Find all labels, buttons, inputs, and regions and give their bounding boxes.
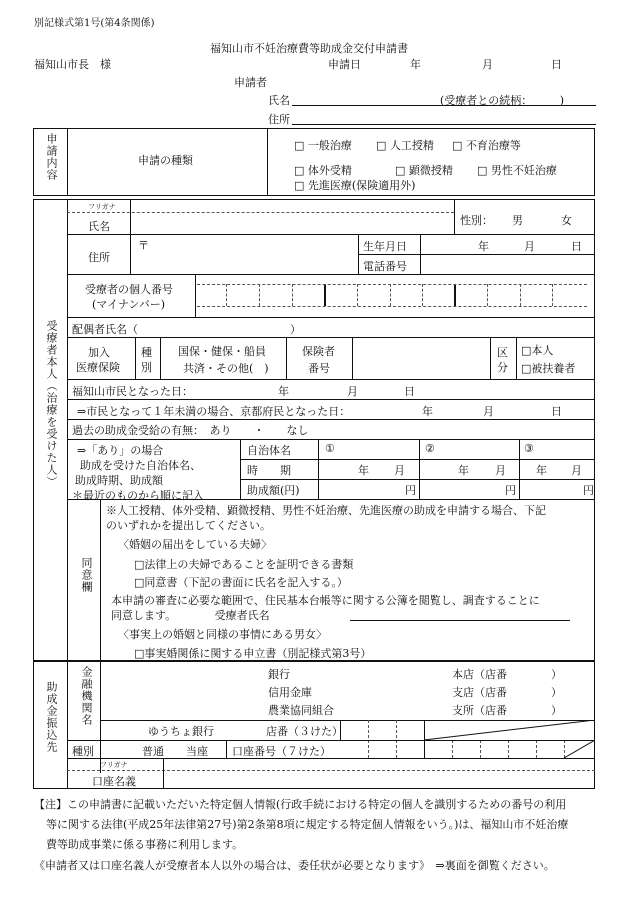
applicant-label: 申請者 xyxy=(234,76,267,89)
holder-furigana-label: フリガナ xyxy=(100,761,128,769)
if-yes-label: ⇒「あり」の場合 xyxy=(77,444,164,457)
footer-note-1: 【注】この申請書に記載いただいた特定個人情報(行政手続における特定の個人を識別するための番号の利用 xyxy=(34,798,567,811)
bank-institution-label: 金融機関名 xyxy=(80,666,93,726)
date-month: 月 xyxy=(482,58,493,71)
history-1: ① xyxy=(325,442,335,455)
birth-month: 月 xyxy=(524,240,535,253)
resident-date-label: 福知山市民となった日： xyxy=(72,385,193,398)
relation-field: (受療者との続柄： ) xyxy=(440,94,565,107)
patient-name-label: 氏名 xyxy=(88,220,110,233)
option-artificial[interactable]: □ 人工授精 xyxy=(376,139,434,152)
addressee: 福知山市長 様 xyxy=(34,58,111,71)
history-3-year: 年 xyxy=(536,464,547,477)
consent-signature-line[interactable] xyxy=(350,620,570,621)
bank-type-ja[interactable]: 農業協同組合 xyxy=(268,704,334,717)
bank-type-shinkin[interactable]: 信用金庫 xyxy=(268,686,312,699)
option-male[interactable]: □ 男性不妊治療 xyxy=(477,164,557,177)
patient-furigana-label: フリガナ xyxy=(88,203,116,211)
applicant-address-line[interactable] xyxy=(292,124,596,125)
consent-line-3: 〈婚姻の届出をしている夫婦〉 xyxy=(118,538,272,551)
if-yes-line3: 助成時期、助成額 xyxy=(75,474,163,487)
prefecture-year: 年 xyxy=(422,405,433,418)
account-holder-label: 口座名義 xyxy=(92,775,136,788)
municipality-label: 自治体名 xyxy=(247,444,291,457)
insurer-sub: 番号 xyxy=(308,362,330,375)
store-number-label: 店番（３けた） xyxy=(266,725,343,738)
applicant-name-label: 氏名 xyxy=(268,94,290,107)
postal-mark: 〒 xyxy=(138,239,149,252)
account-type-label: 種別 xyxy=(72,745,94,758)
prefecture-date-label: ⇒市民となって１年未満の場合、京都府民となった日： xyxy=(77,405,351,418)
prefecture-day: 日 xyxy=(551,405,562,418)
insurance-types-2[interactable]: 共済・その他( ) xyxy=(183,362,269,375)
date-day: 日 xyxy=(551,58,562,71)
history-2-year: 年 xyxy=(458,464,469,477)
account-type-options[interactable]: 普通 当座 xyxy=(142,745,208,758)
consent-option-legal[interactable]: □法律上の夫婦であることを証明できる書類 xyxy=(134,558,354,571)
bank-section-label: 助成金振込先 xyxy=(45,681,58,753)
if-yes-line2: 助成を受けた自治体名、 xyxy=(80,459,201,472)
option-infertility[interactable]: □ 不育治療等 xyxy=(452,139,521,152)
consent-line-1: ※人工授精、体外受精、顕微授精、男性不妊治療、先進医療の助成を申請する場合、下記 xyxy=(106,504,546,517)
phone-label: 電話番号 xyxy=(363,260,407,273)
history-2-yen: 円 xyxy=(505,484,516,497)
resident-year: 年 xyxy=(278,385,289,398)
consent-line-8: 〈事実上の婚姻と同様の事情にある男女〉 xyxy=(118,628,327,641)
history-1-year: 年 xyxy=(358,464,369,477)
gender-female[interactable]: 女 xyxy=(561,214,572,227)
my-number-sub: (マイナンバー) xyxy=(92,298,166,311)
birthdate-label: 生年月日 xyxy=(363,240,407,253)
birth-year: 年 xyxy=(478,240,489,253)
kind-label: 種 xyxy=(141,346,152,359)
insurance-types-1[interactable]: 国保・健保・船員 xyxy=(178,345,266,358)
form-title: 福知山市不妊治療費等助成金交付申請書 xyxy=(210,42,408,55)
history-2-month: 月 xyxy=(495,464,506,477)
division-sub: 分 xyxy=(497,361,508,374)
applicant-address-label: 住所 xyxy=(268,113,290,126)
consent-label: 同意欄 xyxy=(80,557,93,593)
if-yes-line4: ＊最近のものから順に記入 xyxy=(72,489,204,502)
bank-head-office[interactable]: 本店（店番 ） xyxy=(452,668,562,681)
division-label: 区 xyxy=(497,346,508,359)
option-microscopic[interactable]: □ 顕微授精 xyxy=(395,164,453,177)
spouse-close: ） xyxy=(290,323,301,336)
history-3-yen: 円 xyxy=(583,484,594,497)
bank-branch[interactable]: 支店（店番 ） xyxy=(452,686,562,699)
application-section-label: 申請内容 xyxy=(45,133,58,181)
birth-day: 日 xyxy=(571,240,582,253)
division-self[interactable]: □本人 xyxy=(521,344,554,357)
gender-label: 性別： xyxy=(460,214,493,227)
form-number: 別記様式第1号(第4条関係) xyxy=(34,18,155,29)
footer-note-2: 等に関する法律(平成25年法律第27号)第2条第8項に規定する特定個人情報をいう。)は、福知山市不妊治療 xyxy=(46,818,569,831)
spouse-label: 配偶者氏名（ xyxy=(72,323,138,336)
division-dependent[interactable]: □被扶養者 xyxy=(521,362,576,375)
option-advanced[interactable]: □ 先進医療(保険適用外) xyxy=(294,179,416,192)
resident-month: 月 xyxy=(347,385,358,398)
prefecture-month: 月 xyxy=(483,405,494,418)
date-label: 申請日 xyxy=(328,58,361,71)
yucho-label: ゆうちょ銀行 xyxy=(148,725,214,738)
consent-option-defacto[interactable]: □事実婚関係に関する申立書（別記様式第3号） xyxy=(134,647,372,660)
kind-sub: 別 xyxy=(141,361,152,374)
bank-type-bank[interactable]: 銀行 xyxy=(268,668,290,681)
gender-male[interactable]: 男 xyxy=(512,214,523,227)
patient-address-label: 住所 xyxy=(88,251,110,264)
my-number-label: 受療者の個人番号 xyxy=(85,283,173,296)
application-type-label: 申請の種類 xyxy=(138,154,193,167)
consent-option-agreement[interactable]: □同意書（下記の書面に氏名を記入する。） xyxy=(134,576,348,589)
option-ivf[interactable]: □ 体外受精 xyxy=(294,164,352,177)
insurer-label: 保険者 xyxy=(302,345,335,358)
history-2: ② xyxy=(425,442,435,455)
history-3-month: 月 xyxy=(571,464,582,477)
history-3: ③ xyxy=(524,442,534,455)
bank-diagonal xyxy=(424,720,595,758)
footer-note-4: 《申請者又は口座名義人が受療者本人以外の場合は、委任状が必要となります》 ⇒裏面を御覧ください。 xyxy=(34,859,555,872)
period-label: 時 期 xyxy=(247,464,291,477)
consent-line-7: 同意します。 受療者氏名 xyxy=(111,609,270,622)
account-number-label: 口座番号（７けた） xyxy=(232,745,331,758)
previous-grant-question[interactable]: 過去の助成金受給の有無： あり ・ なし xyxy=(72,424,309,437)
amount-label: 助成額(円) xyxy=(247,484,300,497)
patient-section-label: 受療者本人（治療を受けた人） xyxy=(45,320,58,488)
resident-day: 日 xyxy=(404,385,415,398)
footer-note-3: 費等助成事業に係る事務に利用します。 xyxy=(46,838,244,851)
insurance-label: 加入 xyxy=(88,346,110,359)
date-year: 年 xyxy=(410,58,421,71)
consent-line-2: のいずれかを提出してください。 xyxy=(106,519,271,532)
history-1-month: 月 xyxy=(394,464,405,477)
bank-sub-branch[interactable]: 支所（店番 ） xyxy=(452,704,562,717)
insurance-sub: 医療保険 xyxy=(76,361,120,374)
option-general[interactable]: □ 一般治療 xyxy=(294,139,352,152)
consent-line-6: 本申請の審査に必要な範囲で、住民基本台帳等に関する公簿を閲覧し、調査することに xyxy=(111,594,540,607)
history-1-yen: 円 xyxy=(405,484,416,497)
